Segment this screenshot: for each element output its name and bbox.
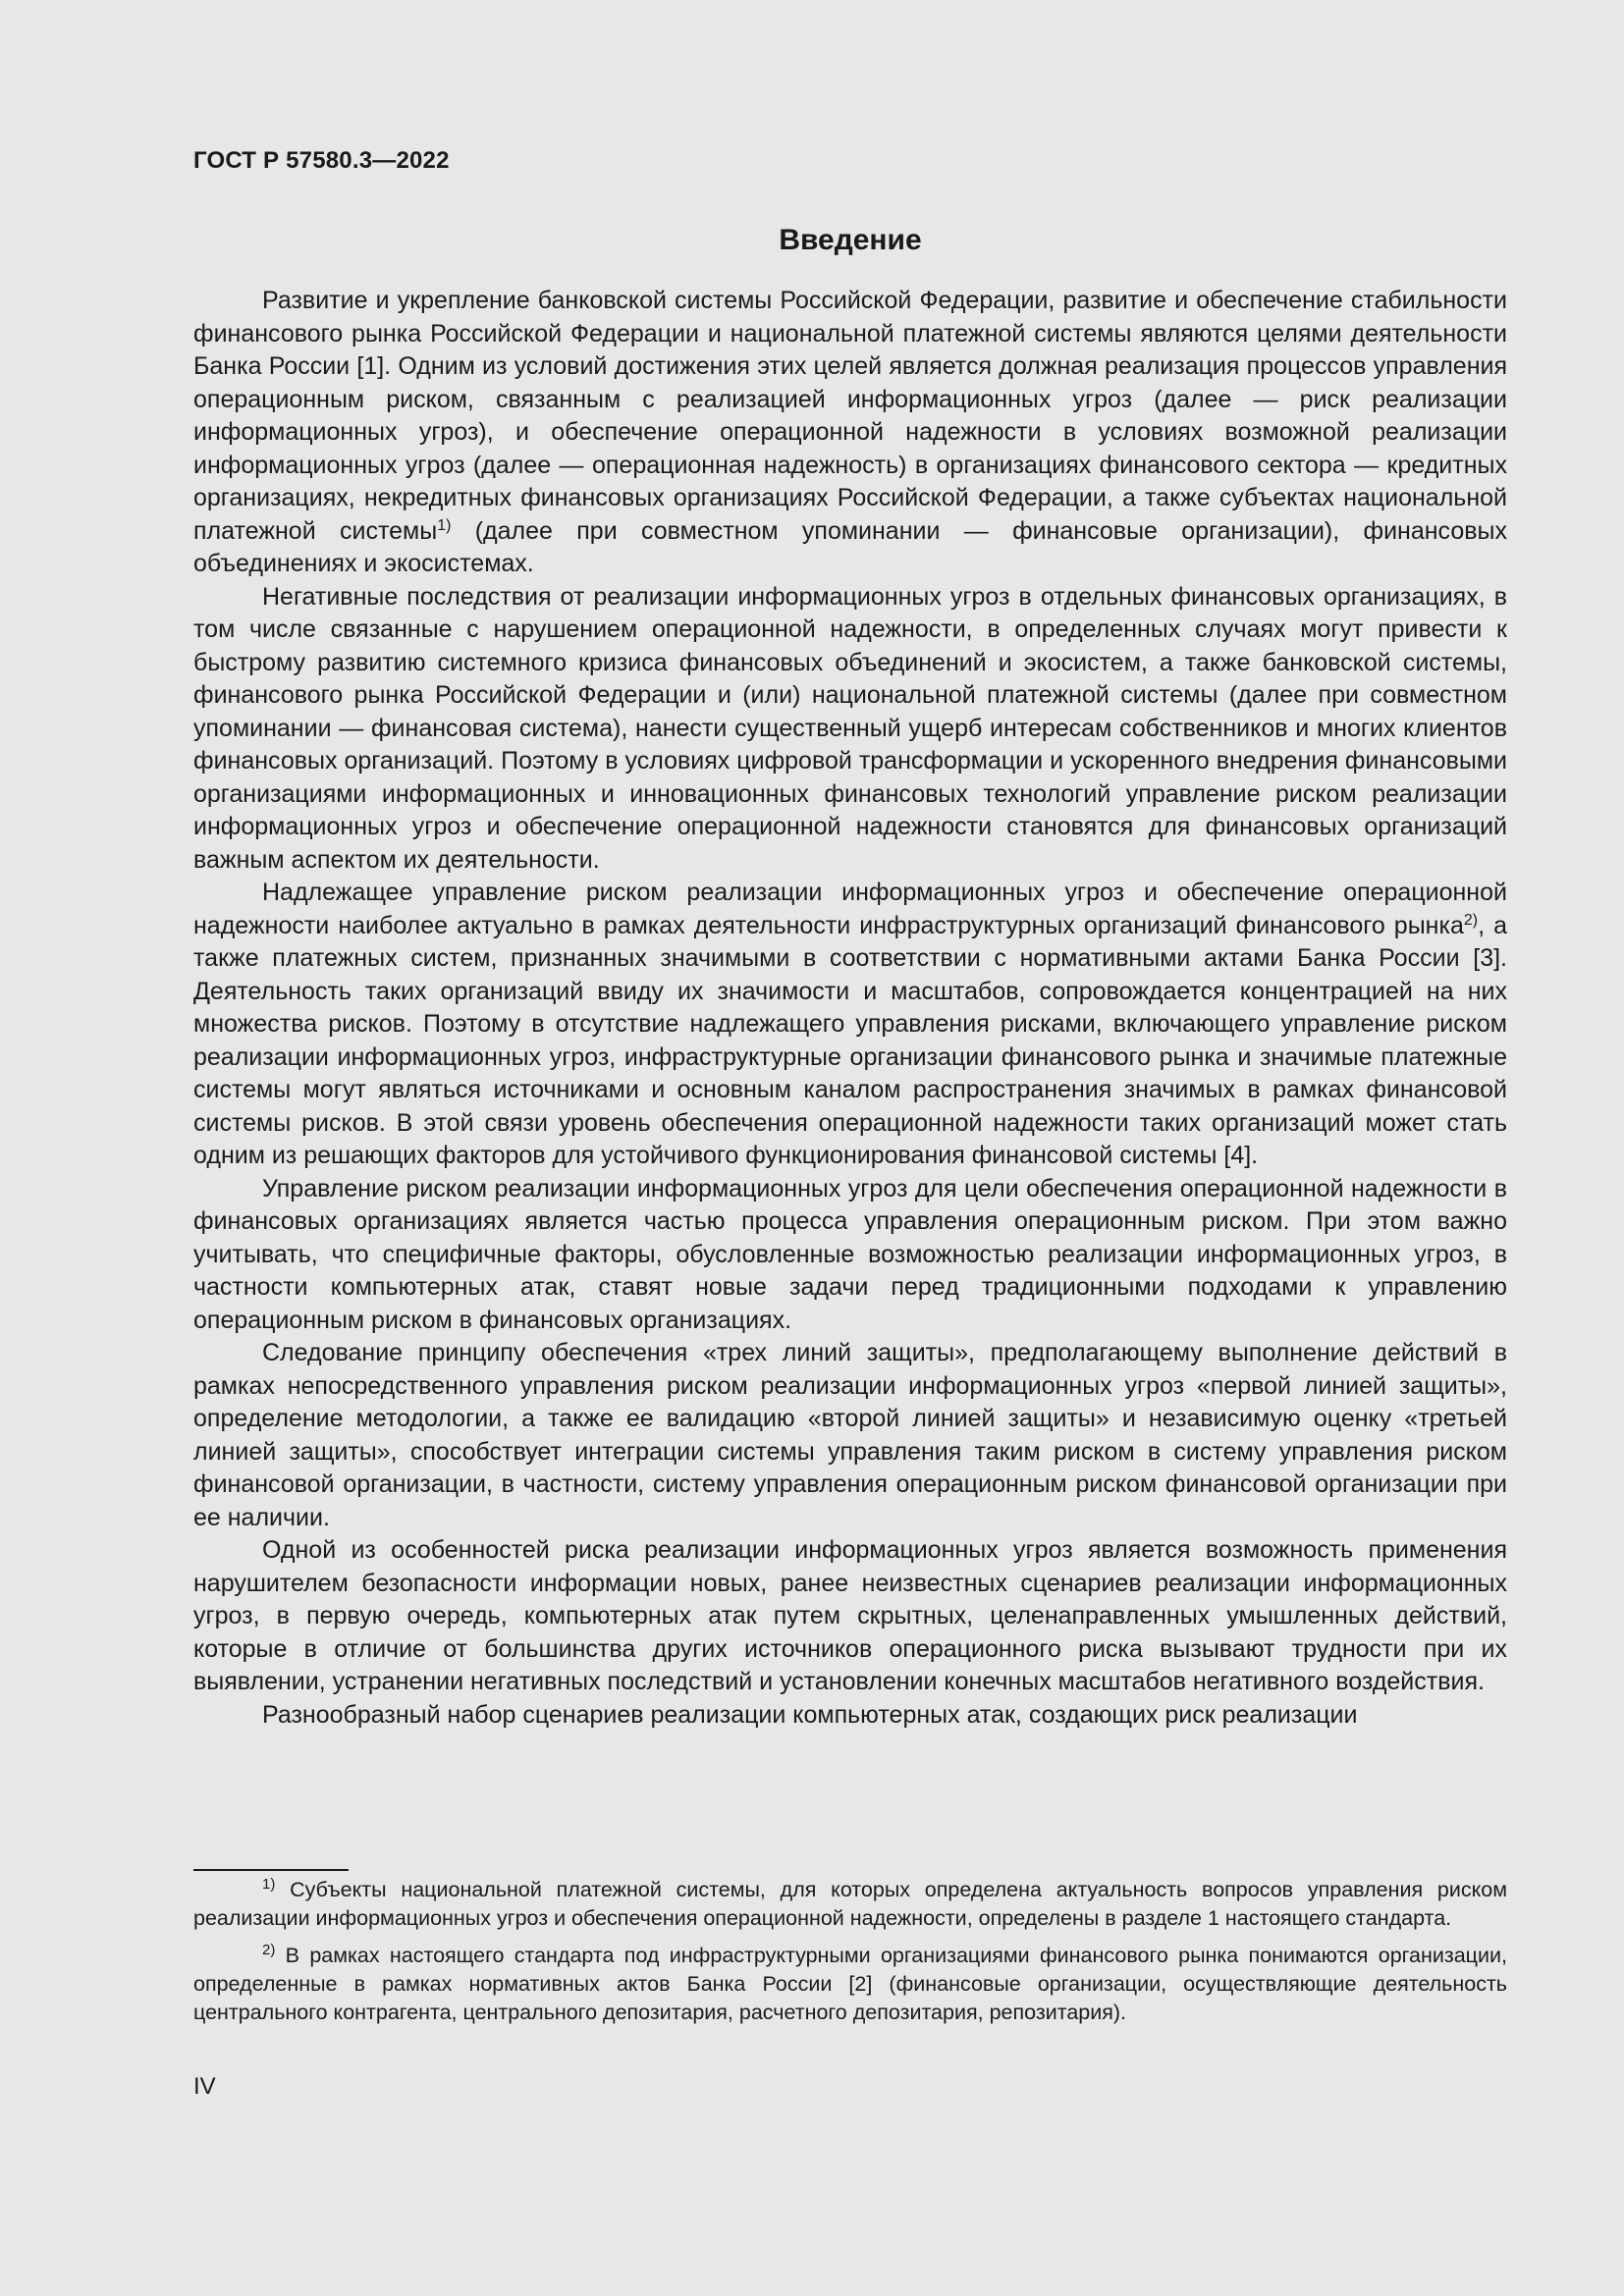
section-title: Введение	[779, 224, 922, 256]
paragraph-5: Следование принципу обеспечения «трех линий защиты», предполагающему выполнение действий в рамках непосредственного управления риском реализации информационных угроз «первой линией защиты», определение методологии, а также ее валидацию «второй линией защиты» и независимую оценку «третьей линией защиты», способствует интеграции системы управления таким риском в систему управления риском финансовой организации, в частности, систему управления операционным риском финансовой организации при ее наличии.	[193, 1339, 1507, 1531]
footnotes	[193, 1876, 1507, 2027]
footnote-text: Субъекты национальной платежной системы, для которых определена актуальность вопросов управления риском реализации информационных угроз и обеспечения операционной надежности, определены в разделе 1 настоящего стандарта.	[193, 1878, 1507, 1930]
footnote-mark: 2)	[262, 1942, 276, 1958]
paragraph-text: Надлежащее управление риском реализации информационных угроз и обеспечение операционной надежности наиболее актуально в рамках деятельности инфраструктурных организаций финансового рынка	[193, 879, 1507, 939]
footnote-1	[193, 1876, 1507, 1933]
document-id-header: ГОСТ Р 57580.3—2022	[193, 147, 450, 174]
footnote-2	[193, 1942, 1507, 2027]
paragraph-2: Негативные последствия от реализации информационных угроз в отдельных финансовых организациях, в том числе связанные с нарушением операционной надежности, в определенных случаях могут привести к быстрому развитию системного кризиса финансовых объединений и экосистем, а также банковской системы, финансового рынка Российской Федерации и (или) национальной платежной системы (далее при совместном упоминании — финансовая система), нанести существенный ущерб интересам собственников и многих клиентов финансовых организаций. Поэтому в условиях цифровой трансформации и ускоренного внедрения финансовыми организациями информационных и инновационных финансовых технологий управление риском реализации информационных угроз и обеспечение операционной надежности становятся для финансовых организаций важным аспектом их деятельности.	[193, 582, 1507, 874]
footnote-divider	[193, 1869, 349, 1871]
paragraph-3	[193, 877, 1507, 1173]
footnote-mark: 1)	[262, 1876, 276, 1893]
paragraph-6: Одной из особенностей риска реализации информационных угроз является возможность применения нарушителем безопасности информации новых, ранее неизвестных сценариев реализации информационных угроз, в первую очередь, компьютерных атак путем скрытных, целенаправленных умышленных действий, которые в отличие от большинства других источников операционного риска вызывают трудности при их выявлении, устранении негативных последствий и установлении конечных масштабов негативного воздействия.	[193, 1536, 1507, 1695]
paragraph-text: , а также платежных систем, признанных значимыми в соответствии с нормативными актами Банка России [3]. Деятельность таких организаций ввиду их значимости и масштабов, сопровождается концентрацией на них множества рисков. Поэтому в отсутствие надлежащего управления рисками, включающего управление риском реализации информационных угроз, инфраструктурные организации финансового рынка и значимые платежные системы могут являться источниками и основным каналом распространения значимых в рамках финансовой системы рисков. В этой связи уровень обеспечения операционной надежности таких организаций может стать одним из решающих факторов для устойчивого функционирования финансовой системы [4].	[193, 911, 1507, 1169]
footnote-ref-1: 1)	[437, 516, 452, 534]
paragraph-1	[193, 285, 1507, 581]
page-number: IV	[193, 2073, 216, 2100]
paragraph-text: Развитие и укрепление банковской системы Российской Федерации, развитие и обеспечение стабильности финансового рынка Российской Федерации и национальной платежной системы являются целями деятельности Банка России [1]. Одним из условий достижения этих целей является должная реализация процессов управления операционным риском, связанным с реализацией информационных угроз (далее — риск реализации информационных угроз), и обеспечение операционной надежности в условиях возможной реализации информационных угроз (далее — операционная надежность) в организациях финансового сектора — кредитных организациях, некредитных финансовых организациях Российской Федерации, а также субъектах национальной платежной системы	[193, 287, 1507, 545]
paragraph-4: Управление риском реализации информационных угроз для цели обеспечения операционной надежности в финансовых организациях является частью процесса управления операционным риском. При этом важно учитывать, что специфичные факторы, обусловленные возможностью реализации информационных угроз, в частности компьютерных атак, ставят новые задачи перед традиционными подходами к управлению операционным риском в финансовых организациях.	[193, 1174, 1507, 1334]
body-text	[193, 285, 1507, 1732]
footnote-ref-2: 2)	[1463, 911, 1479, 929]
footnote-text: В рамках настоящего стандарта под инфраструктурными организациями финансового рынка понимаются организации, определенные в рамках нормативных актов Банка России [2] (финансовые организации, осуществляющие деятельность центрального контрагента, центрального депозитария, расчетного депозитария, репозитария).	[193, 1944, 1507, 2024]
paragraph-7: Разнообразный набор сценариев реализации компьютерных атак, создающих риск реализации	[262, 1700, 1358, 1729]
paragraph-text: (далее при совместном упоминании — финансовые организации), финансовых объединениях и экосистемах.	[193, 516, 1507, 577]
